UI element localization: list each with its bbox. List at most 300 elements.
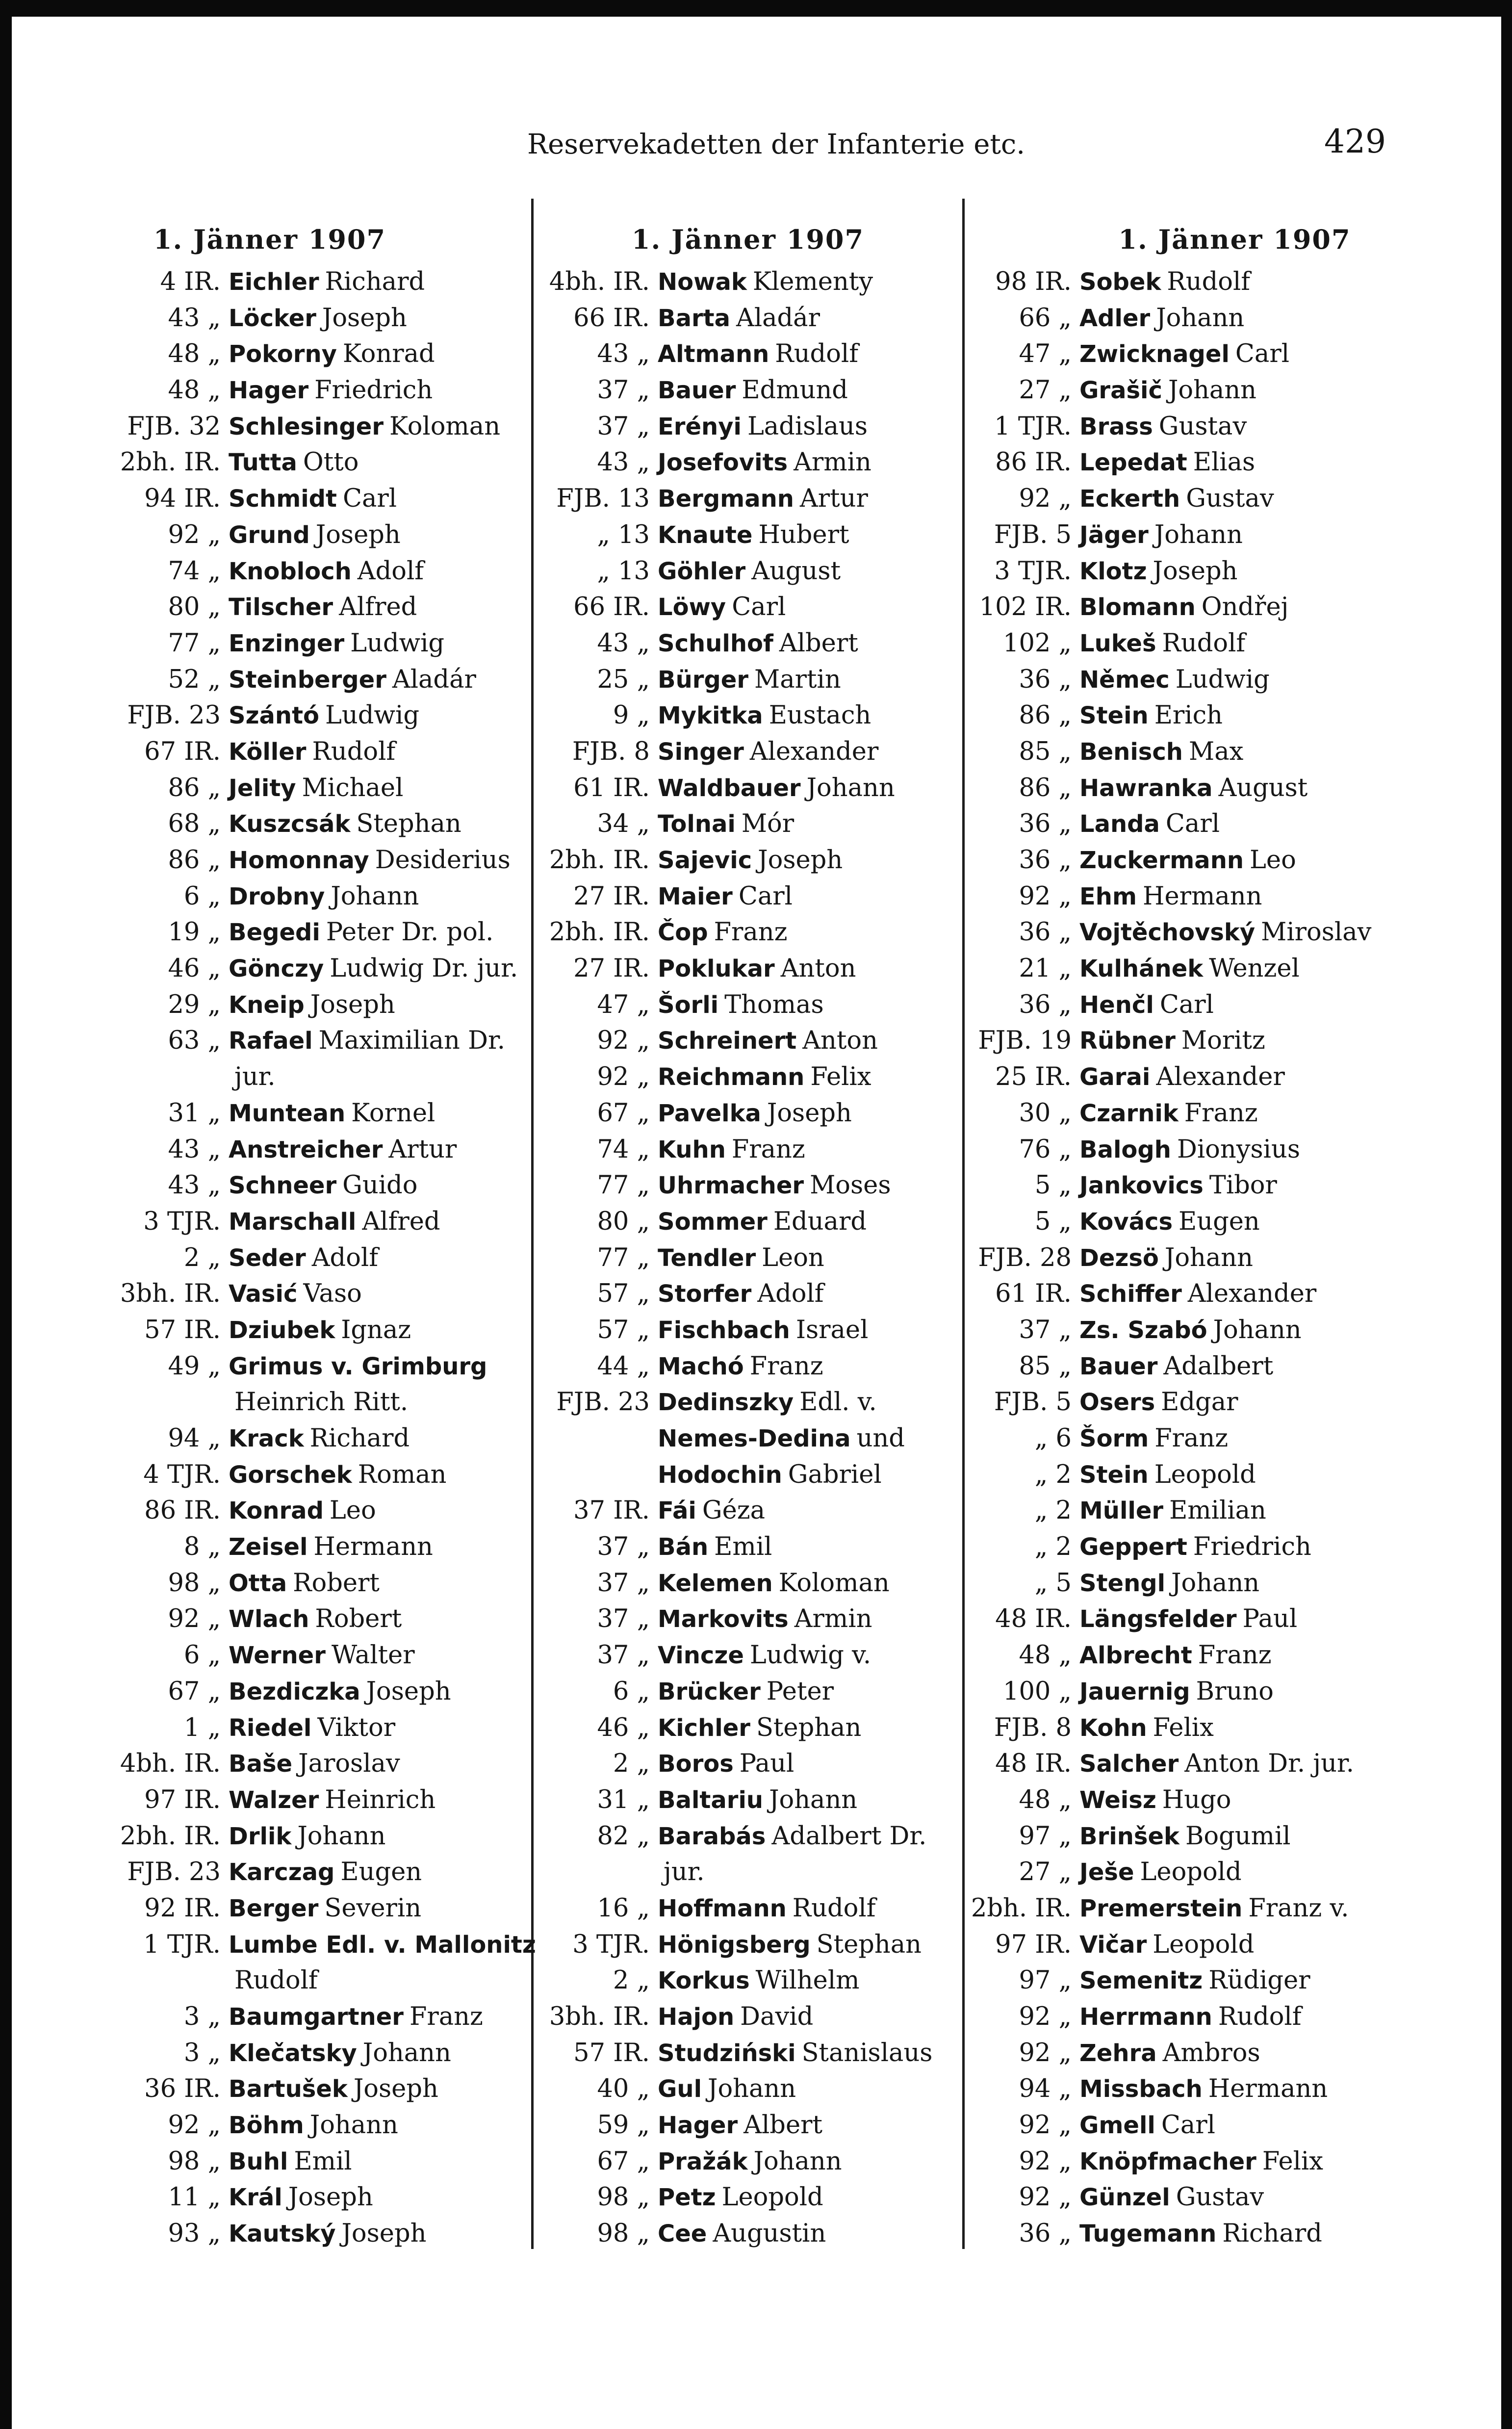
surname: Herrmann — [1079, 2003, 1212, 2031]
unit-label: 77 „ — [168, 628, 221, 658]
list-item — [537, 698, 959, 734]
given-name: Roman — [358, 1460, 447, 1489]
given-name: Ludwig v. — [749, 1641, 871, 1670]
surname: Kichler — [658, 1714, 750, 1742]
unit-label: FJB. 23 — [556, 1388, 650, 1417]
given-name: Peter — [766, 1677, 834, 1706]
list-item — [537, 842, 959, 879]
name-cell — [658, 1059, 959, 1095]
unit-label: 8 „ — [183, 1532, 221, 1562]
surname: Zwicknagel — [1079, 340, 1230, 368]
given-name: Heinrich Ritt. — [234, 1388, 409, 1417]
surname: Kovács — [1079, 1208, 1173, 1236]
list-item — [537, 264, 959, 300]
unit-label: „ 2 — [1034, 1532, 1072, 1562]
name-cell — [229, 1493, 525, 1529]
given-name: Erich — [1154, 701, 1223, 730]
name-cell — [229, 879, 525, 915]
name-cell — [229, 1854, 525, 1890]
unit-label: 1 TJR. — [994, 412, 1072, 441]
name-cell — [658, 1240, 959, 1276]
list-item — [537, 1782, 959, 1818]
list-item — [537, 1095, 959, 1132]
list-item — [15, 1637, 525, 1674]
list-item — [969, 372, 1501, 409]
name-cell — [658, 2107, 959, 2144]
surname: Tutta — [229, 449, 297, 477]
unit-label: 102 IR. — [979, 593, 1072, 622]
list-item — [969, 1782, 1501, 1818]
surname: Zuckermann — [1079, 847, 1244, 874]
name-cell — [229, 625, 525, 662]
surname: Král — [229, 2184, 282, 2212]
list-item — [15, 1204, 525, 1240]
surname: Tugemann — [1079, 2220, 1217, 2248]
unit-label: FJB. 23 — [127, 701, 221, 730]
unit-label: 98 „ — [597, 2183, 650, 2212]
list-item — [15, 1601, 525, 1637]
name-cell — [1079, 409, 1501, 445]
given-name: Tibor — [1209, 1171, 1277, 1200]
surname: Tolnai — [658, 810, 736, 838]
surname: Vincze — [658, 1642, 744, 1670]
unit-label: 31 „ — [597, 1785, 650, 1814]
unit-label: 3bh. IR. — [549, 2002, 650, 2031]
surname: Tendler — [658, 1244, 756, 1272]
surname: Vičar — [1079, 1931, 1147, 1959]
surname: Studziński — [658, 2039, 796, 2067]
name-cell — [658, 336, 959, 372]
list-item — [15, 409, 525, 445]
given-name: Augustin — [713, 2219, 826, 2248]
unit-label: 27 „ — [1019, 1858, 1072, 1887]
name-cell — [1079, 734, 1501, 770]
list-item — [969, 589, 1501, 625]
name-cell — [658, 1782, 959, 1818]
unit-label: 61 IR. — [995, 1279, 1072, 1309]
list-item — [15, 1782, 525, 1818]
name-cell — [658, 1421, 959, 1457]
given-name: Moritz — [1181, 1026, 1265, 1056]
unit-label: 86 „ — [1019, 701, 1072, 730]
surname: Singer — [658, 738, 744, 766]
unit-label: 100 „ — [1003, 1677, 1072, 1706]
name-cell — [229, 1457, 525, 1493]
name-cell — [1079, 662, 1501, 698]
surname: Hodochin — [658, 1461, 782, 1489]
unit-label: 3 TJR. — [143, 1207, 221, 1236]
given-name: Johann — [769, 1785, 858, 1814]
unit-label: 40 „ — [597, 2074, 650, 2104]
list-item — [537, 734, 959, 770]
name-cell — [658, 2071, 959, 2107]
list-item — [15, 1963, 525, 1999]
surname: Sajevic — [658, 847, 752, 874]
list-item — [537, 1276, 959, 1312]
list-item — [15, 2071, 525, 2107]
given-name: Jaroslav — [298, 1749, 400, 1779]
given-name: Richard — [1222, 2219, 1322, 2248]
list-item — [537, 1565, 959, 1602]
given-name: Severin — [324, 1893, 422, 1923]
name-cell — [1079, 1312, 1501, 1348]
given-name: Thomas — [724, 990, 824, 1019]
surname: Pražák — [658, 2147, 748, 2175]
surname: Czarnik — [1079, 1099, 1179, 1127]
list-item — [15, 842, 525, 879]
list-item — [969, 1999, 1501, 2035]
surname: Knaute — [658, 521, 753, 549]
list-item — [15, 300, 525, 336]
unit-label: 97 IR. — [144, 1785, 221, 1814]
name-cell — [658, 1312, 959, 1348]
unit-label: 98 „ — [168, 2146, 221, 2176]
name-cell — [229, 1746, 525, 1782]
unit-label: 92 „ — [1019, 484, 1072, 514]
name-cell — [1079, 2179, 1501, 2216]
unit-label: 57 IR. — [573, 2038, 650, 2067]
unit-label: 30 „ — [1019, 1098, 1072, 1128]
given-name: Richard — [325, 267, 425, 296]
list-item — [15, 1348, 525, 1385]
given-name: Ignaz — [341, 1315, 411, 1344]
unit-label: 43 „ — [597, 339, 650, 369]
list-item — [969, 1167, 1501, 1204]
unit-label: 5 „ — [1034, 1171, 1072, 1200]
name-cell — [229, 481, 525, 517]
name-cell — [229, 1601, 525, 1637]
surname: Poklukar — [658, 955, 775, 983]
list-item — [969, 1276, 1501, 1312]
given-name: Martin — [754, 665, 841, 694]
given-name: Emil — [294, 2146, 352, 2176]
name-cell — [229, 1204, 525, 1240]
surname: Maier — [658, 882, 733, 910]
list-item — [537, 2216, 959, 2252]
surname: Blomann — [1079, 594, 1196, 621]
given-name: Israel — [795, 1315, 869, 1344]
given-name: Hugo — [1162, 1785, 1231, 1814]
unit-label: 5 „ — [1034, 1207, 1072, 1236]
name-cell — [229, 1890, 525, 1927]
name-cell — [229, 1710, 525, 1746]
unit-label: 92 „ — [1019, 2146, 1072, 2176]
surname: Gmell — [1079, 2112, 1155, 2140]
unit-label: 36 IR. — [144, 2074, 221, 2104]
name-cell — [229, 1384, 525, 1421]
list-item — [537, 1493, 959, 1529]
unit-label: 4bh. IR. — [549, 267, 650, 296]
given-name: David — [740, 2002, 814, 2031]
surname: Schulhof — [658, 629, 773, 657]
given-name: Koloman — [778, 1568, 890, 1598]
surname: Bartušek — [229, 2075, 348, 2103]
unit-label: 27 IR. — [573, 881, 650, 911]
unit-label: 2bh. IR. — [549, 846, 650, 875]
list-item — [537, 1746, 959, 1782]
given-name: Edmund — [742, 376, 848, 405]
unit-label — [537, 1854, 658, 1890]
given-name: Heinrich — [325, 1785, 436, 1814]
unit-label: 43 „ — [168, 1171, 221, 1200]
surname: Sobek — [1079, 268, 1161, 296]
name-cell — [658, 806, 959, 842]
given-name: Johann — [331, 881, 419, 911]
unit-label: 86 IR. — [995, 448, 1072, 477]
surname: Rafael — [229, 1027, 313, 1055]
list-item — [969, 1421, 1501, 1457]
given-name: Stephan — [756, 1713, 862, 1742]
surname: Knobloch — [229, 557, 352, 585]
unit-label: FJB. 23 — [127, 1858, 221, 1887]
name-cell — [229, 1167, 525, 1204]
name-cell — [229, 1818, 525, 1855]
unit-label: 102 „ — [1003, 628, 1072, 658]
list-item — [537, 553, 959, 590]
surname: Walzer — [229, 1786, 319, 1814]
list-item — [15, 1529, 525, 1565]
list-item — [15, 987, 525, 1023]
name-cell — [229, 806, 525, 842]
list-item — [969, 734, 1501, 770]
list-item — [969, 1746, 1501, 1782]
column-right — [969, 220, 1501, 2252]
unit-label: 59 „ — [597, 2111, 650, 2140]
surname: Dedinszky — [658, 1389, 794, 1417]
given-name: Rudolf — [234, 1966, 318, 1995]
name-cell — [1079, 1276, 1501, 1312]
given-name: Carl — [738, 881, 793, 911]
given-name: Peter Dr. pol. — [326, 918, 494, 947]
list-item — [537, 300, 959, 336]
given-name: Rudolf — [312, 737, 396, 766]
unit-label: 80 „ — [597, 1207, 650, 1236]
unit-label: FJB. 32 — [127, 412, 221, 441]
name-cell — [229, 2071, 525, 2107]
given-name: Joseph — [366, 1677, 451, 1706]
name-cell — [658, 951, 959, 987]
list-item — [969, 1348, 1501, 1385]
given-name: Carl — [342, 484, 397, 514]
given-name: Kornel — [351, 1098, 436, 1128]
list-item — [15, 1457, 525, 1493]
list-item — [969, 2216, 1501, 2252]
name-cell — [229, 336, 525, 372]
given-name: Joseph — [1153, 556, 1238, 586]
list-item — [969, 1493, 1501, 1529]
given-name: Edgar — [1161, 1388, 1238, 1417]
name-cell — [1079, 1782, 1501, 1818]
surname: Grund — [229, 521, 310, 549]
list-item — [969, 1312, 1501, 1348]
list-item — [969, 2144, 1501, 2180]
list-item — [969, 1710, 1501, 1746]
surname: Erényi — [658, 413, 742, 440]
given-name: Paul — [739, 1749, 794, 1779]
name-cell — [1079, 336, 1501, 372]
name-cell — [658, 987, 959, 1023]
unit-label: 86 „ — [168, 846, 221, 875]
given-name: Alexander — [1156, 1062, 1285, 1092]
name-cell — [1079, 517, 1501, 553]
surname: Drobny — [229, 882, 325, 910]
given-name: Leon — [762, 1243, 824, 1272]
unit-label: 92 „ — [597, 1062, 650, 1092]
given-name: Moses — [810, 1171, 891, 1200]
given-name: Gustav — [1176, 2183, 1264, 2212]
list-item — [537, 1637, 959, 1674]
surname: Schreinert — [658, 1027, 797, 1055]
given-name: Robert — [293, 1568, 380, 1598]
name-cell — [1079, 1529, 1501, 1565]
surname: Uhrmacher — [658, 1172, 804, 1200]
surname: Gul — [658, 2075, 702, 2103]
given-name: Eugen — [340, 1858, 422, 1887]
surname: Rübner — [1079, 1027, 1176, 1055]
name-cell — [658, 1746, 959, 1782]
unit-label: 44 „ — [597, 1351, 650, 1381]
name-cell — [658, 1565, 959, 1602]
unit-label: 3 „ — [183, 2038, 221, 2067]
name-cell — [658, 625, 959, 662]
given-name: Elias — [1193, 448, 1256, 477]
surname: Zeisel — [229, 1533, 308, 1561]
unit-label — [537, 1457, 658, 1493]
list-item — [15, 2107, 525, 2144]
unit-label: 74 „ — [168, 556, 221, 586]
given-name: Aladár — [392, 665, 476, 694]
name-cell — [229, 1782, 525, 1818]
surname: Zehra — [1079, 2039, 1157, 2067]
given-name: Ludwig — [1175, 665, 1270, 694]
name-cell — [658, 734, 959, 770]
name-cell — [1079, 1095, 1501, 1132]
name-cell — [229, 1421, 525, 1457]
given-name: Franz — [749, 1351, 823, 1381]
surname: Henčl — [1079, 991, 1154, 1019]
name-cell — [1079, 481, 1501, 517]
list-item — [537, 1059, 959, 1095]
list-item — [969, 951, 1501, 987]
given-name: Alfred — [339, 593, 417, 622]
surname: Benisch — [1079, 738, 1183, 766]
surname: Grašič — [1079, 377, 1162, 405]
list-item — [15, 553, 525, 590]
surname: Steinberger — [229, 666, 386, 694]
name-cell — [658, 481, 959, 517]
name-cell — [1079, 1167, 1501, 1204]
given-name: Géza — [702, 1496, 766, 1525]
unit-label: 36 „ — [1019, 990, 1072, 1019]
list-item — [15, 1854, 525, 1890]
list-item — [15, 698, 525, 734]
unit-label: 3 „ — [183, 2002, 221, 2031]
list-item — [969, 1890, 1501, 1927]
surname: Semenitz — [1079, 1967, 1203, 1995]
running-title: Reservekadetten der Infanterie etc. — [527, 129, 1025, 160]
list-item — [969, 1384, 1501, 1421]
list-item — [969, 1457, 1501, 1493]
surname: Storfer — [658, 1280, 752, 1308]
unit-label: 43 „ — [168, 1135, 221, 1164]
given-name: Gabriel — [788, 1460, 882, 1489]
name-cell — [1079, 264, 1501, 300]
unit-label: 36 „ — [1019, 2219, 1072, 2248]
given-name: Eduard — [773, 1207, 867, 1236]
surname: Jauernig — [1079, 1678, 1190, 1705]
given-name: Franz — [714, 918, 788, 947]
given-name: jur. — [664, 1858, 705, 1887]
list-item — [15, 770, 525, 806]
column-heading: 1. Jänner 1907 — [153, 224, 386, 255]
list-item — [969, 1601, 1501, 1637]
given-name: Johann — [806, 773, 895, 802]
given-name: Hubert — [758, 520, 849, 549]
list-item — [969, 842, 1501, 879]
surname: Fischbach — [658, 1316, 790, 1344]
unit-label: 3bh. IR. — [120, 1279, 221, 1309]
given-name: Emil — [714, 1532, 772, 1562]
list-item — [537, 1384, 959, 1421]
name-cell — [1079, 770, 1501, 806]
given-name: Alexander — [749, 737, 879, 766]
surname: Barabás — [658, 1822, 766, 1850]
surname: Brinšek — [1079, 1822, 1179, 1850]
name-cell — [658, 842, 959, 879]
unit-label: 86 IR. — [144, 1496, 221, 1525]
name-cell — [658, 300, 959, 336]
name-cell — [229, 1674, 525, 1710]
surname: Čop — [658, 919, 708, 947]
surname: Nowak — [658, 268, 747, 296]
surname: Altmann — [658, 340, 769, 368]
name-cell — [1079, 1059, 1501, 1095]
name-cell — [1079, 842, 1501, 879]
name-cell — [1079, 1421, 1501, 1457]
list-item — [15, 589, 525, 625]
list-item — [15, 1927, 536, 1963]
name-cell — [229, 1999, 525, 2035]
surname: Hajon — [658, 2003, 735, 2031]
unit-label: 49 „ — [168, 1351, 221, 1381]
name-cell — [658, 698, 959, 734]
list-item — [969, 1204, 1501, 1240]
unit-label: 2 „ — [613, 1749, 650, 1779]
name-cell — [658, 1999, 959, 2035]
given-name: Max — [1188, 737, 1244, 766]
surname: Anstreicher — [229, 1136, 383, 1163]
name-cell — [229, 1095, 525, 1132]
given-name: Wilhelm — [755, 1966, 860, 1995]
unit-label: 4 TJR. — [143, 1460, 221, 1489]
name-cell — [658, 1167, 959, 1204]
given-name: Carl — [1161, 2111, 1215, 2140]
unit-label: 2bh. IR. — [120, 1821, 221, 1851]
list-item — [537, 1601, 959, 1637]
surname: Hönigsberg — [658, 1931, 811, 1959]
list-item — [969, 1637, 1501, 1674]
surname: Bergmann — [658, 485, 794, 513]
name-cell — [1079, 2107, 1501, 2144]
list-item — [15, 734, 525, 770]
given-name: Joseph — [767, 1098, 852, 1128]
unit-label: 27 „ — [1019, 376, 1072, 405]
name-cell — [658, 770, 959, 806]
list-item — [15, 2035, 525, 2071]
list-item — [969, 1963, 1501, 1999]
surname: Hawranka — [1079, 774, 1213, 802]
given-name: Johann — [1213, 1315, 1302, 1344]
